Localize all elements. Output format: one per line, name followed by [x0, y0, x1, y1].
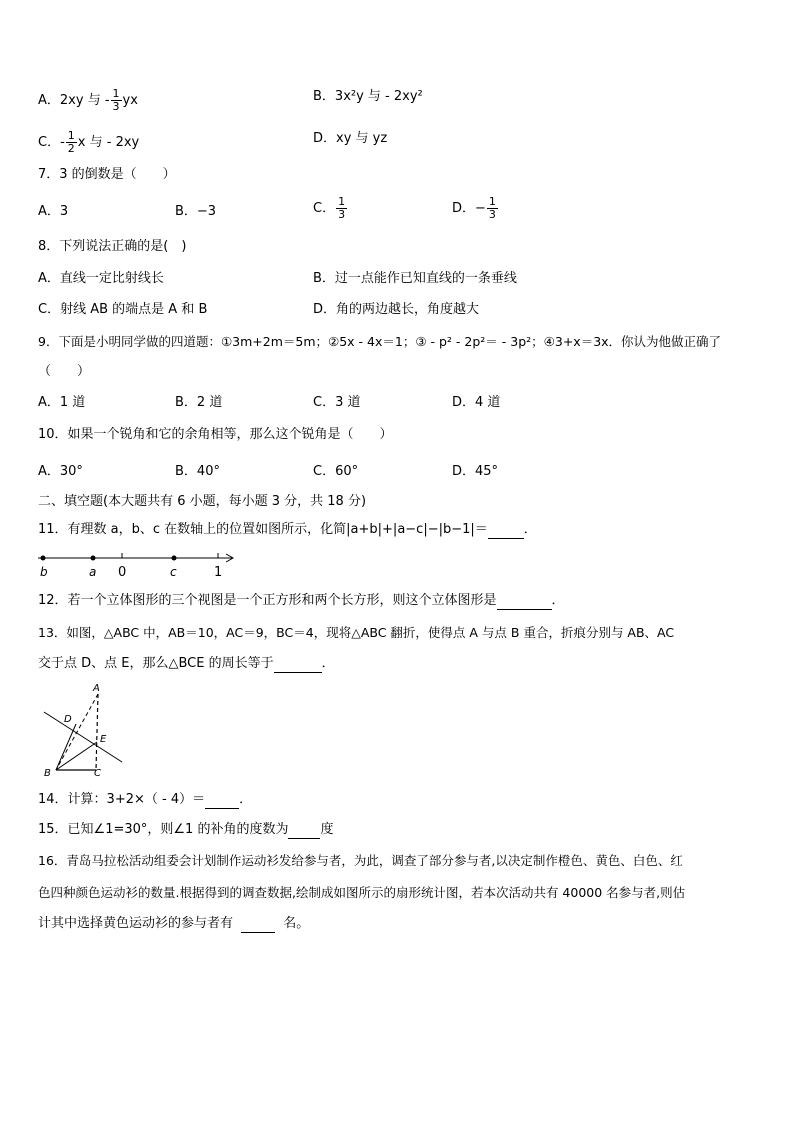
q14-answer-blank [205, 794, 239, 809]
q14-stem-end: ． [239, 792, 253, 807]
q6-option-c-pre: - [60, 135, 65, 150]
label-point-a: A [93, 683, 100, 694]
q11-stem-text: 11．有理数 a，b、c 在数轴上的位置如图所示，化简|a+b|+|a−c|−|b−1|＝ [38, 522, 488, 537]
segment-ab-dashed [56, 694, 98, 770]
q6-option-b: B．3x²y 与 - 2xy² [313, 89, 423, 104]
q7-option-d-fraction [487, 196, 498, 221]
q15-stem [38, 821, 333, 839]
label-point-b: B [44, 768, 51, 779]
q8-stem: 8．下列说法正确的是( ) [38, 239, 187, 254]
q13-stem-end: ． [321, 656, 335, 671]
q6-option-c [38, 130, 139, 155]
q16-answer-blank [241, 918, 275, 933]
q10-option-c: C．60° [313, 464, 359, 479]
label-zero: 0 [118, 565, 127, 580]
label-point-d: D [64, 714, 72, 725]
point-c-dot [172, 556, 177, 561]
fraction-denominator: 2 [67, 142, 75, 155]
q12-answer-blank [497, 595, 552, 610]
q6-option-c-label: C． [38, 135, 61, 150]
q8-option-c: C．射线 AB 的端点是 A 和 B [38, 302, 208, 317]
point-b-dot [41, 556, 46, 561]
segment-ac-dashed [96, 694, 98, 770]
q8-option-a: A．直线一定比射线长 [38, 271, 164, 286]
q9-option-a: A．1 道 [38, 395, 86, 410]
q16-line2: 色四种颜色运动衫的数量.根据得到的调查数据,绘制成如图所示的扇形统计图，若本次活动共有 40000 名参与者,则估 [38, 885, 686, 900]
fraction-denominator: 3 [338, 208, 346, 221]
q7-option-a: A．3 [38, 204, 69, 219]
q15-answer-blank [288, 824, 320, 839]
q7-option-d [452, 196, 499, 221]
label-b: b [40, 565, 48, 579]
fraction-numerator: 1 [488, 195, 496, 208]
q9-stem-bracket: （ ） [38, 364, 91, 379]
fraction-numerator: 1 [338, 195, 346, 208]
q13-stem: 13．如图，△ABC 中，AB＝10，AC＝9，BC＝4，现将△ABC 翻折，使得点 A 与点 B 重合，折痕分别与 AB、AC [38, 625, 675, 640]
q14-stem [38, 791, 252, 809]
q16-line3-end: 名。 [283, 916, 310, 931]
q13-stem-line2 [38, 655, 335, 673]
q16-line3 [38, 915, 309, 933]
q6-option-c-fraction [66, 130, 77, 155]
q7-stem: 7．3 的倒数是（ ） [38, 167, 176, 182]
point-a-dot [91, 556, 96, 561]
fold-line [44, 712, 122, 762]
q7-option-c-fraction [336, 196, 347, 221]
q11-answer-blank [488, 524, 524, 539]
q10-option-b: B．40° [175, 464, 220, 479]
q10-option-a: A．30° [38, 464, 83, 479]
q12-stem-end: ． [551, 593, 565, 608]
q15-stem-end: 度 [320, 822, 334, 837]
q10-option-d: D．45° [452, 464, 499, 479]
label-point-c: C [94, 768, 101, 779]
q11-stem-end: ． [523, 522, 537, 537]
fraction-denominator: 3 [488, 208, 496, 221]
q12-stem-text: 12．若一个立体图形的三个视图是一个正方形和两个长方形，则这个立体图形是 [38, 593, 497, 608]
q16-line3-text: 计其中选择黄色运动衫的参与者有 [38, 916, 234, 931]
label-one: 1 [214, 565, 223, 580]
q6-option-a-fraction [111, 88, 122, 113]
q9-option-b: B．2 道 [175, 395, 223, 410]
q6-option-c-post: x 与 - 2xy [77, 135, 140, 150]
q6-option-a-label: A． [38, 93, 60, 108]
q9-option-d: D．4 道 [452, 395, 501, 410]
q9-option-c: C．3 道 [313, 395, 361, 410]
q10-stem: 10．如果一个锐角和它的余角相等，那么这个锐角是（ ） [38, 427, 393, 442]
q12-stem [38, 592, 565, 610]
q15-stem-text: 15．已知∠1=30°，则∠1 的补角的度数为 [38, 822, 289, 837]
q16-line1: 16．青岛马拉松活动组委会计划制作运动衫发给参与者，为此，调查了部分参与者,以决定制作橙色、黄色、白色、红 [38, 853, 683, 868]
q13-stem-line2-text: 交于点 D、点 E，那么△BCE 的周长等于 [38, 656, 274, 671]
q14-stem-text: 14．计算：3+2×（ - 4）＝ [38, 792, 206, 807]
q11-number-line [34, 546, 244, 580]
fraction-numerator: 1 [112, 87, 120, 100]
q7-option-b: B．−3 [175, 204, 217, 219]
label-c: c [170, 565, 177, 579]
q8-option-b: B．过一点能作已知直线的一条垂线 [313, 271, 517, 286]
q13-triangle-figure [36, 680, 131, 780]
q6-option-a [38, 88, 138, 113]
fraction-denominator: 3 [112, 100, 120, 113]
q6-option-a-pre: 2xy 与 - [59, 93, 110, 108]
q8-option-d: D．角的两边越长，角度越大 [313, 302, 480, 317]
q7-option-c-label: C． [313, 201, 336, 216]
section-2-heading: 二、填空题(本大题共有 6 小题，每小题 3 分，共 18 分) [38, 494, 367, 509]
q11-stem [38, 521, 537, 539]
q13-answer-blank [274, 658, 322, 673]
q9-stem: 9．下面是小明同学做的四道题：①3m+2m＝5m；②5x - 4x＝1；③ - p² - 2p²＝ - 3p²；④3+x＝3x．你认为他做正确了 [38, 334, 722, 349]
label-a: a [89, 565, 97, 579]
q6-option-a-post: yx [122, 93, 138, 108]
q7-option-d-label: D．− [452, 201, 486, 216]
fraction-numerator: 1 [67, 129, 75, 142]
q7-option-c [313, 196, 348, 221]
label-point-e: E [100, 734, 107, 745]
q6-option-d: D．xy 与 yz [313, 131, 388, 146]
